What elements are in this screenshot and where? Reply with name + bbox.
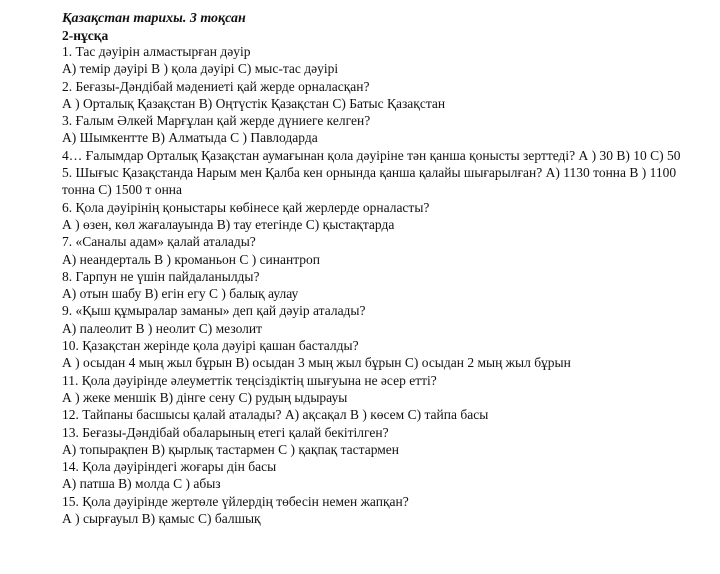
answers-9: А) палеолит В ) неолит С) мезолит <box>62 320 263 336</box>
question-1: 1. Тас дәуірін алмастырған дәуір <box>62 44 251 59</box>
answers-15: А ) сырғауыл В) қамыс С) балшық <box>62 511 261 527</box>
question-4: 4… Ғалымдар Орталық Қазақстан аумағынан қола дәуіріне тән қанша қонысты зерттеді? А ) 30 В) 10 С) 50 <box>62 147 681 163</box>
answers-13: А) топырақпен В) қырлық тастармен С ) қақпақ тастармен <box>62 441 400 457</box>
question-3: 3. Ғалым Әлкей Марғұлан қай жерде дүниеге келген? <box>62 113 371 129</box>
question-14: 14. Қола дәуіріндегі жоғары дін басы <box>62 459 277 475</box>
answers-7: А) неандерталь В ) кроманьон С ) синантроп <box>62 251 321 267</box>
answers-3: А) Шымкентте В) Алматыда С ) Павлодарда <box>62 130 318 146</box>
question-12: 12. Тайпаны басшысы қалай аталады? А) ақсақал В ) көсем С) тайпа басы <box>62 407 489 423</box>
question-10: 10. Қазақстан жерінде қола дәуірі қашан басталды? <box>62 338 359 354</box>
answers-1: А) темір дәуірі В ) қола дәуірі С) мыс-тас дәуірі <box>62 61 339 77</box>
document-title: Қазақстан тарихы. 3 тоқсан <box>62 11 246 26</box>
answers-6: А ) өзен, көл жағалауында В) тау етегінде С) қыстақтарда <box>62 216 395 232</box>
question-15: 15. Қола дәуірінде жертөле үйлердің төбесін немен жапқан? <box>62 493 409 509</box>
question-9: 9. «Қыш құмыралар заманы» деп қай дәуір аталады? <box>62 303 366 319</box>
answers-8: А) отын шабу В) егін егу С ) балық аулау <box>62 286 299 302</box>
question-13: 13. Беғазы-Дәндібай обаларының етегі қалай бекітілген? <box>62 424 389 440</box>
question-11: 11. Қола дәуірінде әлеуметтік теңсіздіктің шығуына не әсер етті? <box>62 372 437 388</box>
question-6: 6. Қола дәуірінің қоныстары көбінесе қай жерлерде орналасты? <box>62 199 430 215</box>
answers-14: А) патша В) молда С ) абыз <box>62 476 221 492</box>
question-7: 7. «Саналы адам» қалай аталады? <box>62 234 256 250</box>
answers-2: А ) Орталық Қазақстан В) Оңтүстік Қазақстан С) Батыс Қазақстан <box>62 95 446 111</box>
answers-10: А ) осыдан 4 мың жыл бұрын В) осыдан 3 мың жыл бұрын С) осыдан 2 мың жыл бұрын <box>62 355 571 371</box>
variant-label: 2-нұсқа <box>62 28 109 43</box>
answers-11: А ) жеке меншік В) дінге сену С) рудың ыдырауы <box>62 389 348 405</box>
question-5: 5. Шығыс Қазақстанда Нарым мен Қалба кен орнында қанша қалайы шығарылған? А) 1130 тонна В ) 1100 тонна С) 1500 т онна <box>62 165 677 198</box>
question-8: 8. Гарпун не үшін пайдаланылды? <box>62 268 260 284</box>
question-2: 2. Беғазы-Дәндібай мәдениеті қай жерде орналасқан? <box>62 78 370 94</box>
